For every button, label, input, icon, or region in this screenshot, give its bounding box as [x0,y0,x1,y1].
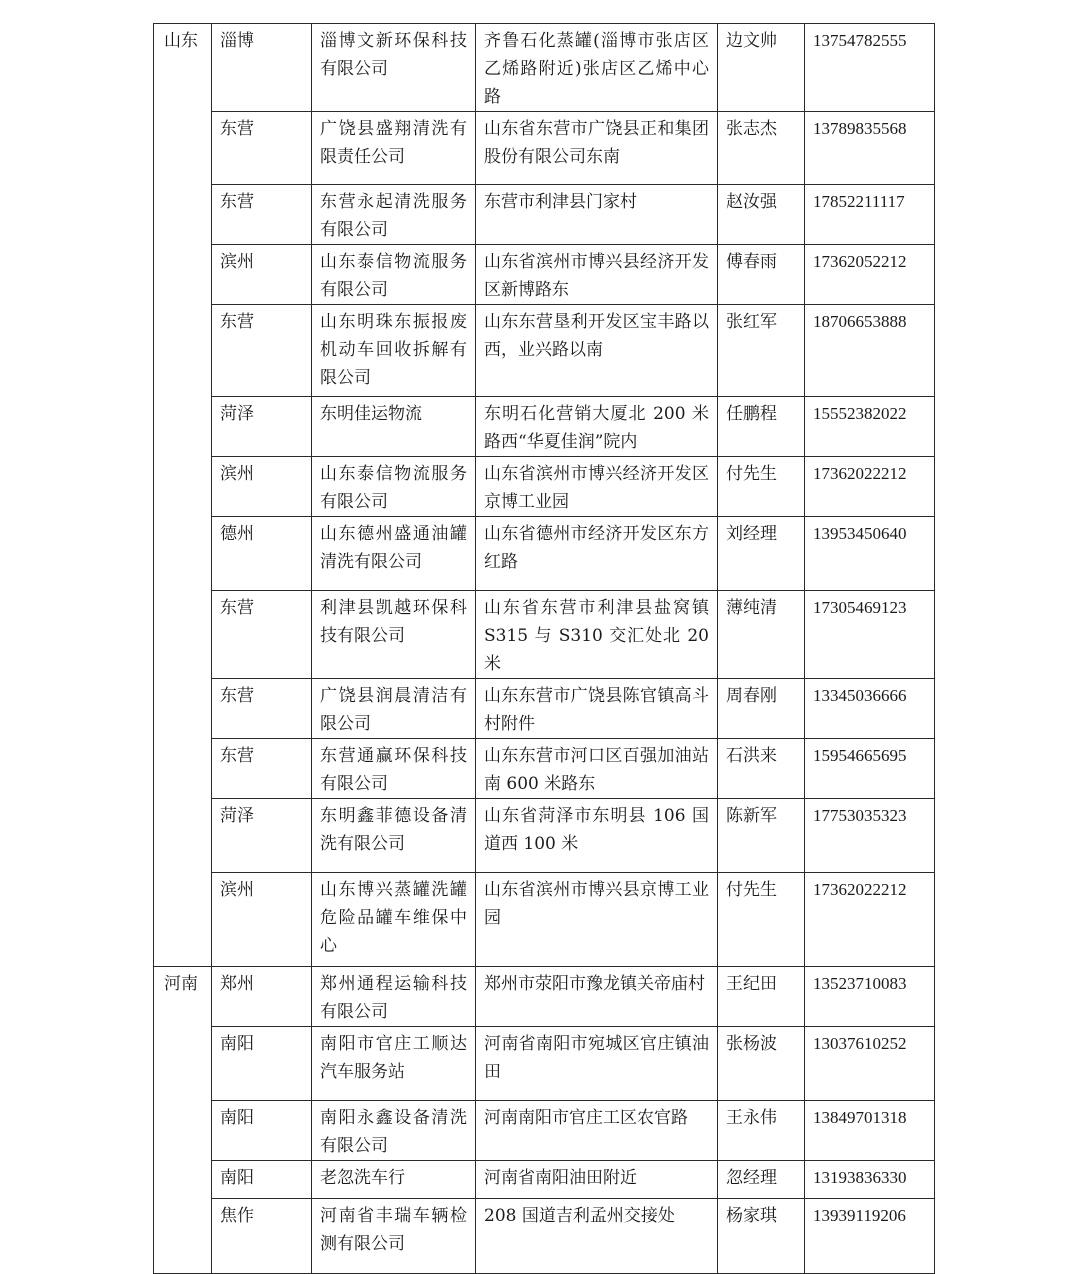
contact-cell: 忽经理 [718,1161,805,1199]
table-row [154,397,935,457]
city-cell: 东营 [212,679,312,739]
address-cell: 山东省东营市广饶县正和集团股份有限公司东南 [476,112,718,185]
address-cell: 郑州市荥阳市豫龙镇关帝庙村 [476,967,718,1027]
phone-cell: 17305469123 [805,591,935,679]
table-row [154,1027,935,1101]
contact-cell: 张杨波 [718,1027,805,1101]
contact-cell: 杨家琪 [718,1199,805,1274]
company-cell: 南阳永鑫设备清洗有限公司 [312,1101,476,1161]
province-cell: 河南 [154,967,212,1274]
contact-cell: 张红军 [718,305,805,397]
table-body [154,24,935,1274]
phone-cell: 13939119206 [805,1199,935,1274]
address-cell: 东营市利津县门家村 [476,185,718,245]
phone-cell: 13523710083 [805,967,935,1027]
phone-cell: 13037610252 [805,1027,935,1101]
table-row [154,799,935,873]
contact-cell: 张志杰 [718,112,805,185]
city-cell: 滨州 [212,245,312,305]
company-cell: 东营通赢环保科技有限公司 [312,739,476,799]
contact-cell: 王纪田 [718,967,805,1027]
address-cell: 山东省菏泽市东明县 106 国道西 100 米 [476,799,718,873]
address-cell: 河南南阳市官庄工区农官路 [476,1101,718,1161]
table-row [154,1161,935,1199]
company-cell: 广饶县润晨清洁有限公司 [312,679,476,739]
address-cell: 山东省德州市经济开发区东方红路 [476,517,718,591]
city-cell: 菏泽 [212,799,312,873]
table-row [154,679,935,739]
company-cell: 南阳市官庄工顺达汽车服务站 [312,1027,476,1101]
table-row [154,305,935,397]
phone-cell: 13953450640 [805,517,935,591]
contact-cell: 边文帅 [718,24,805,112]
table-row [154,1101,935,1161]
company-cell: 郑州通程运输科技有限公司 [312,967,476,1027]
contact-cell: 傅春雨 [718,245,805,305]
address-cell: 山东省滨州市博兴县经济开发区新博路东 [476,245,718,305]
city-cell: 南阳 [212,1027,312,1101]
province-cell: 山东 [154,24,212,967]
city-cell: 东营 [212,112,312,185]
phone-cell: 17852211117 [805,185,935,245]
contact-cell: 石洪来 [718,739,805,799]
company-cell: 山东博兴蒸罐洗罐危险品罐车维保中心 [312,873,476,967]
address-cell: 山东东营市河口区百强加油站南 600 米路东 [476,739,718,799]
contact-cell: 付先生 [718,457,805,517]
phone-cell: 17753035323 [805,799,935,873]
address-cell: 山东省滨州市博兴县京博工业园 [476,873,718,967]
table-row [154,24,935,112]
city-cell: 东营 [212,591,312,679]
table-row [154,112,935,185]
contact-cell: 任鹏程 [718,397,805,457]
city-cell: 东营 [212,305,312,397]
company-table [153,23,935,1274]
address-cell: 208 国道吉利孟州交接处 [476,1199,718,1274]
company-cell: 东营永起清洗服务有限公司 [312,185,476,245]
phone-cell: 13789835568 [805,112,935,185]
company-cell: 淄博文新环保科技有限公司 [312,24,476,112]
city-cell: 东营 [212,739,312,799]
table-row [154,591,935,679]
city-cell: 淄博 [212,24,312,112]
city-cell: 德州 [212,517,312,591]
contact-cell: 赵汝强 [718,185,805,245]
table-row [154,967,935,1027]
company-cell: 广饶县盛翔清洗有限责任公司 [312,112,476,185]
company-cell: 河南省丰瑞车辆检测有限公司 [312,1199,476,1274]
table-row [154,739,935,799]
contact-cell: 付先生 [718,873,805,967]
contact-cell: 刘经理 [718,517,805,591]
phone-cell: 17362022212 [805,873,935,967]
phone-cell: 13849701318 [805,1101,935,1161]
phone-cell: 15954665695 [805,739,935,799]
table-row [154,873,935,967]
contact-cell: 周春刚 [718,679,805,739]
table-row [154,1199,935,1274]
phone-cell: 17362022212 [805,457,935,517]
company-cell: 利津县凯越环保科技有限公司 [312,591,476,679]
contact-cell: 薄纯清 [718,591,805,679]
company-cell: 老忽洗车行 [312,1161,476,1199]
city-cell: 南阳 [212,1161,312,1199]
phone-cell: 17362052212 [805,245,935,305]
company-cell: 东明佳运物流 [312,397,476,457]
company-cell: 山东泰信物流服务有限公司 [312,245,476,305]
address-cell: 齐鲁石化蒸罐(淄博市张店区乙烯路附近)张店区乙烯中心路 [476,24,718,112]
city-cell: 菏泽 [212,397,312,457]
address-cell: 河南省南阳油田附近 [476,1161,718,1199]
company-cell: 山东泰信物流服务有限公司 [312,457,476,517]
address-cell: 山东东营市广饶县陈官镇高斗村附件 [476,679,718,739]
phone-cell: 15552382022 [805,397,935,457]
phone-cell: 13345036666 [805,679,935,739]
city-cell: 滨州 [212,457,312,517]
company-cell: 东明鑫菲德设备清洗有限公司 [312,799,476,873]
phone-cell: 18706653888 [805,305,935,397]
company-cell: 山东德州盛通油罐清洗有限公司 [312,517,476,591]
address-cell: 山东东营垦利开发区宝丰路以西，业兴路以南 [476,305,718,397]
phone-cell: 13754782555 [805,24,935,112]
table-row [154,185,935,245]
table-row [154,457,935,517]
city-cell: 南阳 [212,1101,312,1161]
contact-cell: 王永伟 [718,1101,805,1161]
contact-cell: 陈新军 [718,799,805,873]
table-row [154,517,935,591]
city-cell: 郑州 [212,967,312,1027]
city-cell: 滨州 [212,873,312,967]
company-cell: 山东明珠东振报废机动车回收拆解有限公司 [312,305,476,397]
phone-cell: 13193836330 [805,1161,935,1199]
address-cell: 山东省滨州市博兴经济开发区京博工业园 [476,457,718,517]
address-cell: 东明石化营销大厦北 200 米路西“华夏佳润”院内 [476,397,718,457]
table-row [154,245,935,305]
city-cell: 东营 [212,185,312,245]
address-cell: 河南省南阳市宛城区官庄镇油田 [476,1027,718,1101]
address-cell: 山东省东营市利津县盐窝镇S315 与 S310 交汇处北 20 米 [476,591,718,679]
city-cell: 焦作 [212,1199,312,1274]
